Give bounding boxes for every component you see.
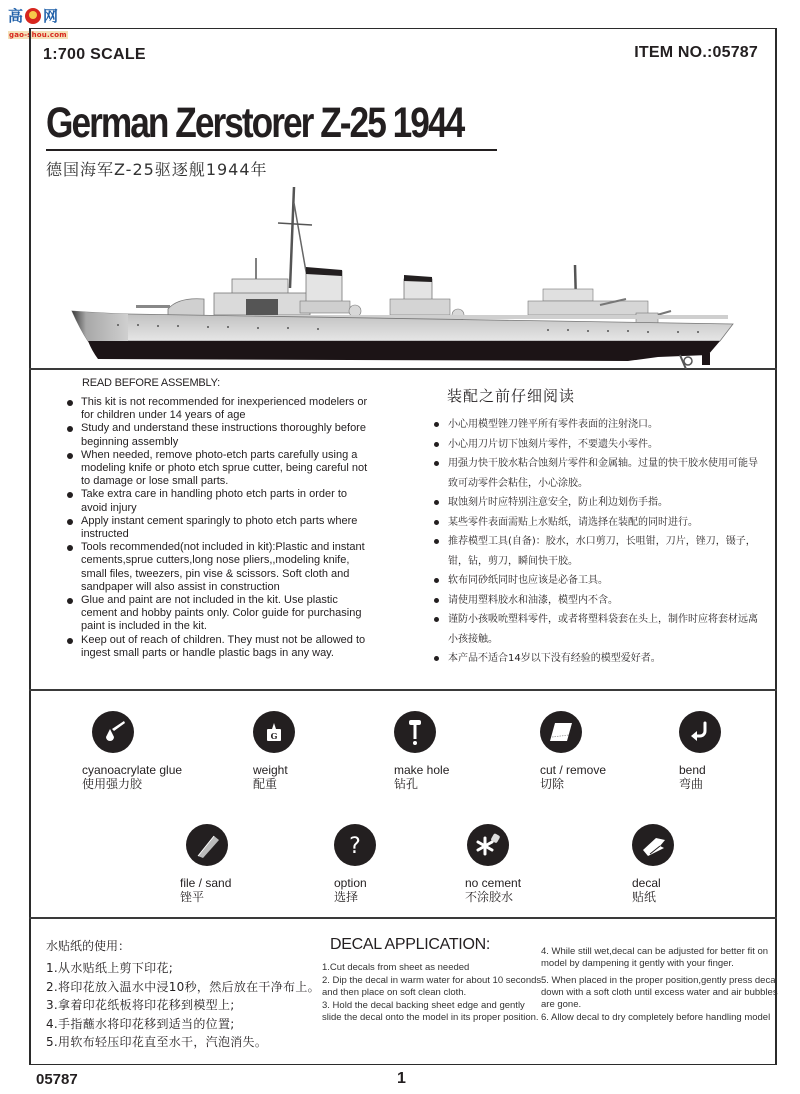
list-item: Keep out of reach of children. They must not be allowed to ingest small parts or handle plastic bags in any way. (64, 634, 376, 660)
list-item: 推荐模型工具(自备)：胶水，水口剪刀，长咀钳，刀片，锉刀，镊子，钳，钻，剪刀，瞬间快干胶。 (432, 532, 762, 571)
symbol-label-en: option (334, 876, 367, 890)
svg-text:?: ? (349, 834, 361, 859)
item-number: ITEM NO.:05787 (634, 44, 758, 61)
symbol-label-en: cut / remove (540, 763, 607, 777)
decal-icon (632, 824, 674, 866)
symbol-label-cn: 锉平 (180, 890, 205, 904)
symbol-label-en: decal (632, 876, 661, 890)
read-before-heading-cn: 装配之前仔细阅读 (447, 387, 576, 405)
list-item: When needed, remove photo-etch parts carefully using a modeling knife or photo etch sprue cutter, being careful not to damage or lose small parts. (64, 449, 376, 489)
decal-step-cn: 4.手指蘸水将印花移到适当的位置; (46, 1016, 235, 1031)
symbol-label-en: bend (679, 763, 706, 777)
subtitle-chinese: 德国海军Z-25驱逐舰1944年 (46, 160, 268, 179)
drill-icon (394, 711, 436, 753)
list-item: 软布同砂纸同时也应该是必备工具。 (432, 571, 762, 591)
no-cement-icon (467, 824, 509, 866)
decal-step-en: 3. Hold the decal backing sheet edge and gently slide the decal onto the model in its proper position. (322, 1000, 539, 1023)
list-item: Tools recommended(not included in kit):Plastic and instant cements,sprue cutters,long nose pliers,,modeling knife, small files, tweezers, pin vise & scissors. Soft cloth and sandpaper will also assist in construction (64, 541, 376, 594)
decal-step-cn: 5.用软布轻压印花直至水干，汽泡消失。 (46, 1035, 268, 1050)
decal-step-cn: 3.拿着印花纸板将印花移到模型上; (46, 998, 235, 1013)
footer-item-id: 05787 (36, 1071, 78, 1088)
svg-text:G: G (270, 731, 278, 741)
decal-step-cn: 2.将印花放入温水中浸10秒，然后放在干净布上。 (46, 979, 320, 994)
symbol-cyanoacrylate-glue (82, 711, 222, 792)
decal-step-en: 4. While still wet,decal can be adjusted for better fit on model by dampening it gently with your finger. (541, 946, 769, 969)
page-title: German Zerstorer Z-25 1944 (46, 99, 464, 147)
watermark-char: 高 (8, 7, 24, 25)
symbol-no-cement (465, 824, 605, 905)
divider-read-before (29, 689, 777, 691)
list-item: 谨防小孩吸吮塑料零件，或者将塑料袋套在头上，制作时应将套材远离小孩接触。 (432, 610, 762, 649)
list-item: This kit is not recommended for inexperienced modelers or for children under 14 years of age (64, 396, 376, 422)
list-item: 取蚀刻片时应特别注意安全，防止利边划伤手指。 (432, 493, 762, 513)
symbol-weight (253, 711, 393, 792)
decal-step-cn: 1.从水贴纸上剪下印花; (46, 961, 174, 975)
list-item: 小心用刀片切下蚀刻片零件，不要遗失小零件。 (432, 435, 762, 455)
symbol-label-cn: 切除 (540, 777, 565, 791)
ship-profile-illustration (68, 183, 740, 369)
page-number: 1 (397, 1070, 406, 1087)
list-item: 本产品不适合14岁以下没有经验的模型爱好者。 (432, 649, 762, 669)
weight-icon (253, 711, 295, 753)
symbol-label-en: make hole (394, 763, 450, 777)
read-before-heading-en: READ BEFORE ASSEMBLY: (82, 377, 221, 389)
symbol-label-cn: 配重 (253, 777, 278, 791)
decal-step-en: 5. When placed in the proper position,gently press decal down with a soft cloth until excess water and air bubbles are gone. (541, 975, 778, 1010)
watermark-badge-icon (25, 8, 41, 24)
decal-step-en: 2. Dip the decal in warm water for about 10 seconds and then place on soft clean cloth. (322, 975, 542, 998)
symbol-label-cn: 不涂胶水 (465, 890, 514, 904)
symbol-label-cn: 贴纸 (632, 890, 657, 904)
symbol-label-cn: 钻孔 (394, 777, 419, 791)
list-item: 某些零件表面需贴上水贴纸，请选择在装配的同时进行。 (432, 513, 762, 533)
read-before-list-en (64, 396, 376, 660)
list-item: 用强力快干胶水粘合蚀刻片零件和金属轴。过量的快干胶水使用可能导致可动零件会粘住，小心涂胶。 (432, 454, 762, 493)
symbol-label-en: weight (253, 763, 288, 777)
list-item: Take extra care in handling photo etch parts in order to avoid injury (64, 488, 376, 514)
cut-icon (540, 711, 582, 753)
decal-steps-en-col1 (322, 962, 542, 1025)
glue-drop-icon (92, 711, 134, 753)
symbol-bend (679, 711, 800, 792)
file-icon (186, 824, 228, 866)
decal-heading-en: DECAL APPLICATION: (330, 936, 490, 953)
decal-steps-cn (46, 959, 320, 1052)
decal-step-en: 1.Cut decals from sheet as needed (322, 962, 470, 973)
list-item: Glue and paint are not included in the kit. Use plastic cement and hobby paints only. Color guide for purchasing paint is included in the kit. (64, 594, 376, 634)
symbol-label-cn: 弯曲 (679, 777, 704, 791)
scale-label: 1:700 SCALE (43, 46, 146, 63)
decal-step-en: 6. Allow decal to dry completely before handling model (541, 1012, 771, 1023)
bend-arrow-icon (679, 711, 721, 753)
list-item: 请使用塑料胶水和油漆，模型内不含。 (432, 591, 762, 611)
title-underline (46, 149, 497, 151)
symbol-label-en: file / sand (180, 876, 232, 890)
symbol-make-hole (394, 711, 534, 792)
read-before-list-cn (432, 415, 762, 669)
list-item: Study and understand these instructions thoroughly before beginning assembly (64, 422, 376, 448)
list-item: 小心用模型锉刀锉平所有零件表面的注射浇口。 (432, 415, 762, 435)
decal-heading-cn: 水贴纸的使用： (46, 939, 131, 953)
symbol-decal (632, 824, 772, 905)
watermark-url: gao-shou.com (9, 31, 67, 39)
question-icon (334, 824, 376, 866)
divider-symbols (29, 917, 777, 919)
symbol-label-cn: 使用强力胶 (82, 777, 143, 791)
list-item: Apply instant cement sparingly to photo etch parts where instructed (64, 515, 376, 541)
decal-steps-en-col2 (541, 946, 781, 1025)
symbol-label-cn: 选择 (334, 890, 359, 904)
symbol-cut-remove (540, 711, 680, 792)
symbol-label-en: cyanoacrylate glue (82, 763, 183, 777)
symbol-file-sand (180, 824, 320, 905)
watermark-char: 网 (43, 7, 59, 25)
symbol-label-en: no cement (465, 876, 522, 890)
symbol-option (334, 824, 474, 905)
